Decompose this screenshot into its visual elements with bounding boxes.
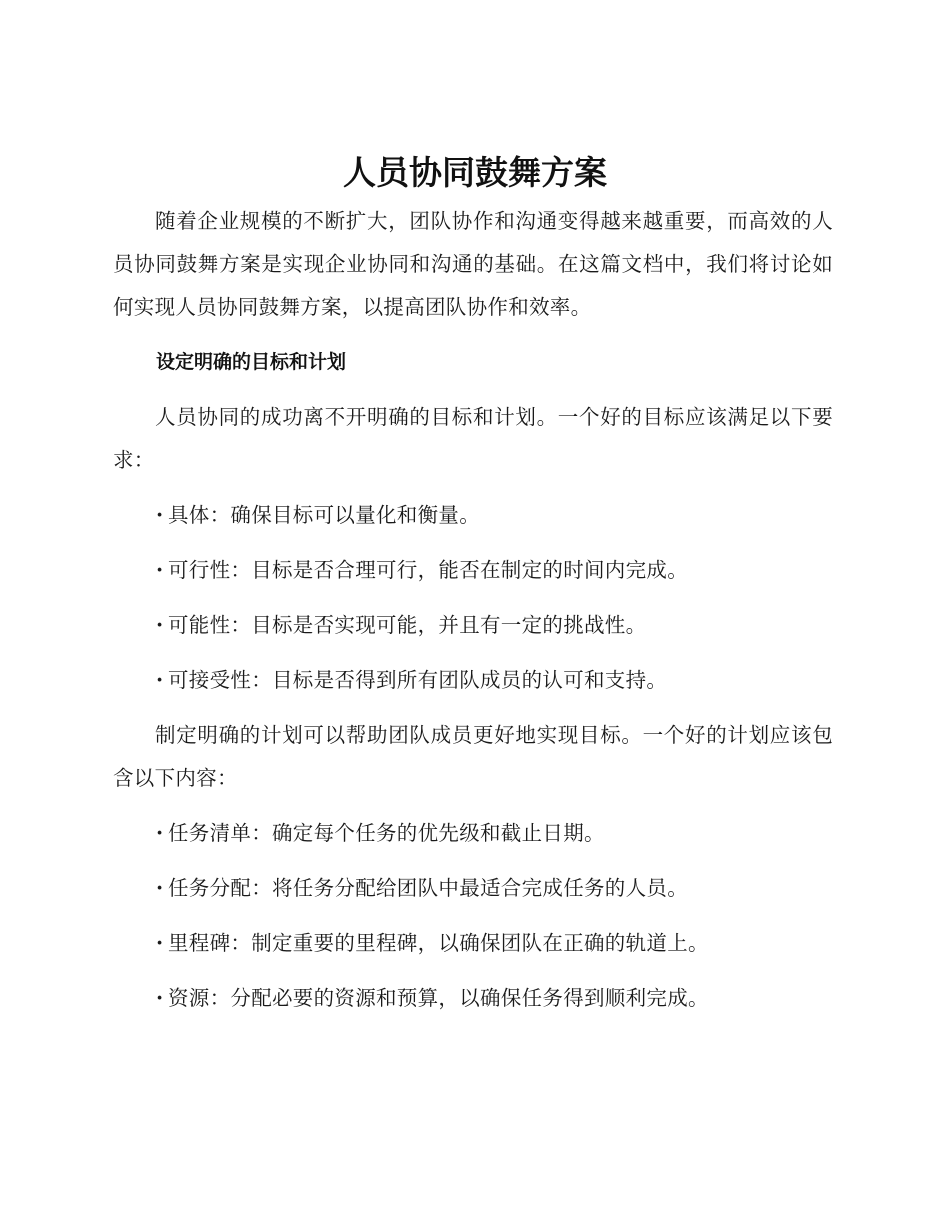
list-item-text: 任务分配：将任务分配给团队中最适合完成任务的人员。 — [168, 876, 688, 900]
list-item — [156, 494, 833, 537]
plan-contents-list — [113, 812, 833, 1020]
list-item — [156, 977, 833, 1020]
list-item — [156, 922, 833, 965]
spacer — [113, 384, 833, 396]
intro-paragraph: 随着企业规模的不断扩大，团队协作和沟通变得越来越重要，而高效的人员协同鼓舞方案是实现企业协同和沟通的基础。在这篇文档中，我们将讨论如何实现人员协同鼓舞方案，以提高团队协作和效率。 — [113, 209, 833, 319]
list-item-text: 可能性：目标是否实现可能，并且有一定的挑战性。 — [168, 613, 647, 637]
document-body — [113, 200, 833, 1020]
spacer — [113, 482, 833, 494]
bullet-icon: · — [156, 668, 164, 692]
list-item-text: 里程碑：制定重要的里程碑，以确保团队在正确的轨道上。 — [168, 931, 709, 955]
goal-intro-paragraph: 人员协同的成功离不开明确的目标和计划。一个好的目标应该满足以下要求： — [113, 405, 833, 472]
bullet-icon: · — [156, 558, 164, 582]
goal-requirements-list — [113, 494, 833, 702]
list-item-text: 任务清单：确定每个任务的优先级和截止日期。 — [168, 821, 605, 845]
bullet-icon: · — [156, 613, 164, 637]
list-item-text: 具体：确保目标可以量化和衡量。 — [168, 503, 480, 527]
list-item — [156, 659, 833, 702]
page-title: 人员协同鼓舞方案 — [343, 153, 607, 192]
section-heading: 设定明确的目标和计划 — [156, 351, 347, 373]
bullet-icon: · — [156, 931, 164, 955]
bullet-icon: · — [156, 986, 164, 1010]
list-item — [156, 867, 833, 910]
spacer — [113, 329, 833, 341]
list-item — [156, 604, 833, 647]
list-item-text: 资源：分配必要的资源和预算，以确保任务得到顺利完成。 — [168, 986, 709, 1010]
bullet-icon: · — [156, 821, 164, 845]
spacer — [113, 800, 833, 812]
list-item-text: 可行性：目标是否合理可行，能否在制定的时间内完成。 — [168, 558, 688, 582]
bullet-icon: · — [156, 876, 164, 900]
list-item — [156, 812, 833, 855]
list-item-text: 可接受性：目标是否得到所有团队成员的认可和支持。 — [168, 668, 668, 692]
spacer — [113, 702, 833, 714]
bullet-icon: · — [156, 503, 164, 527]
plan-intro-paragraph: 制定明确的计划可以帮助团队成员更好地实现目标。一个好的计划应该包含以下内容： — [113, 723, 833, 790]
list-item — [156, 549, 833, 592]
